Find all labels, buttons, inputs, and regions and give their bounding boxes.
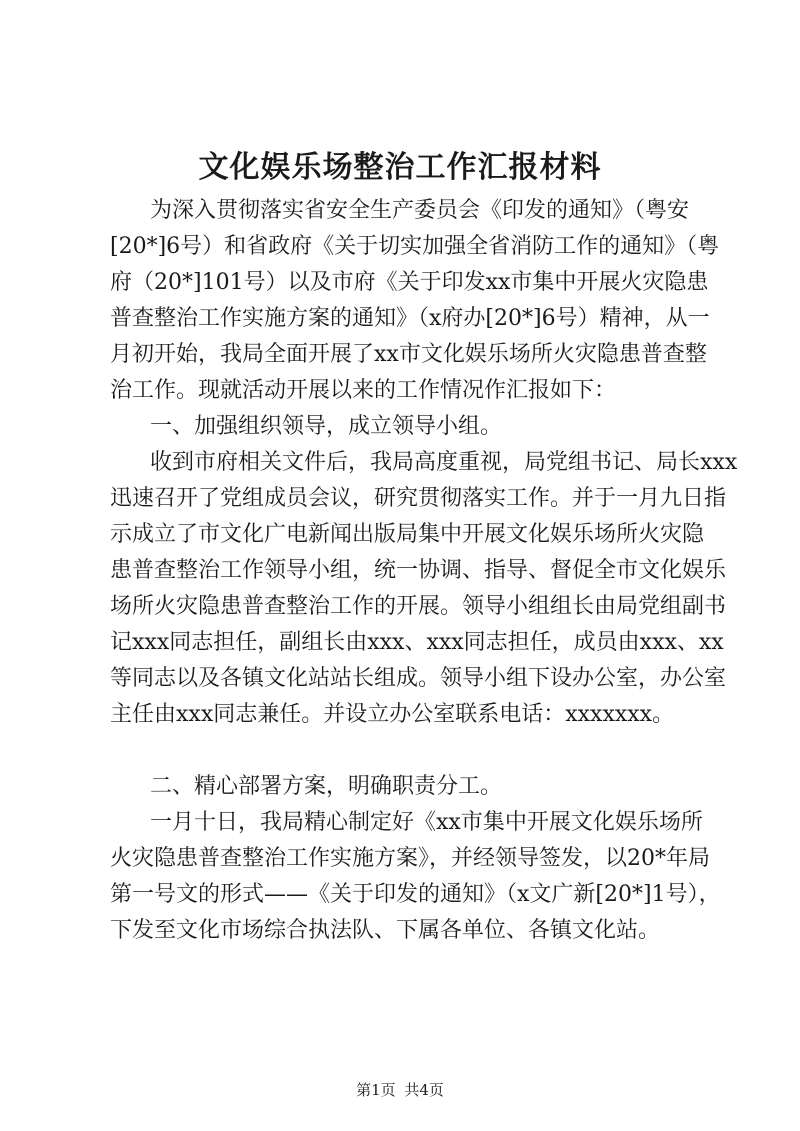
section-heading: 一、加强组织领导，成立领导小组。 (150, 414, 503, 439)
page-number: 第1页 (356, 1081, 396, 1099)
body-line: 场所火灾隐患普查整治工作的开展。领导小组组长由局党组副书 (110, 594, 727, 619)
body-line: 第一号文的形式——《关于印发的通知》（x文广新[20*]1号）， (110, 882, 721, 907)
body-line: 火灾隐患普查整治工作实施方案》，并经领导签发，以20*年局 (110, 846, 710, 871)
body-line: 等同志以及各镇文化站站长组成。领导小组下设办公室，办公室 (110, 666, 727, 691)
document-title: 文化娱乐场整治工作汇报材料 (198, 150, 602, 185)
body-line: 记xxx同志担任，副组长由xxx、xxx同志担任，成员由xxx、xx (110, 630, 724, 655)
body-line: 下发至文化市场综合执法队、下属各单位、各镇文化站。 (110, 918, 661, 943)
body-line: 示成立了市文化广电新闻出版局集中开展文化娱乐场所火灾隐 (110, 522, 705, 547)
page-total: 共4页 (404, 1081, 444, 1099)
body-line: 为深入贯彻落实省安全生产委员会《印发的通知》（粤安 (150, 198, 690, 223)
body-line: 主任由xxx同志兼任。并设立办公室联系电话：xxxxxxx。 (110, 702, 675, 727)
body-line: 收到市府相关文件后，我局高度重视，局党组书记、局长xxx (150, 450, 738, 475)
section-heading: 二、精心部署方案，明确职责分工。 (150, 774, 503, 799)
body-line: 普查整治工作实施方案的通知》（x府办[20*]6号）精神，从一 (110, 306, 710, 331)
body-line: 患普查整治工作领导小组，统一协调、指导、督促全市文化娱乐 (110, 558, 727, 583)
body-line: 治工作。现就活动开展以来的工作情况作汇报如下： (110, 378, 617, 403)
body-line: 一月十日，我局精心制定好《xx市集中开展文化娱乐场所 (150, 810, 703, 835)
page-footer (0, 1079, 800, 1100)
body-line: 迅速召开了党组成员会议，研究贯彻落实工作。并于一月九日指 (110, 486, 727, 511)
body-line: [20*]6号）和省政府《关于切实加强全省消防工作的通知》（粤 (110, 234, 720, 259)
body-line: 月初开始，我局全面开展了xx市文化娱乐场所火灾隐患普查整 (110, 342, 707, 367)
body-line: 府（20*]101号）以及市府《关于印发xx市集中开展火灾隐患 (110, 270, 709, 295)
